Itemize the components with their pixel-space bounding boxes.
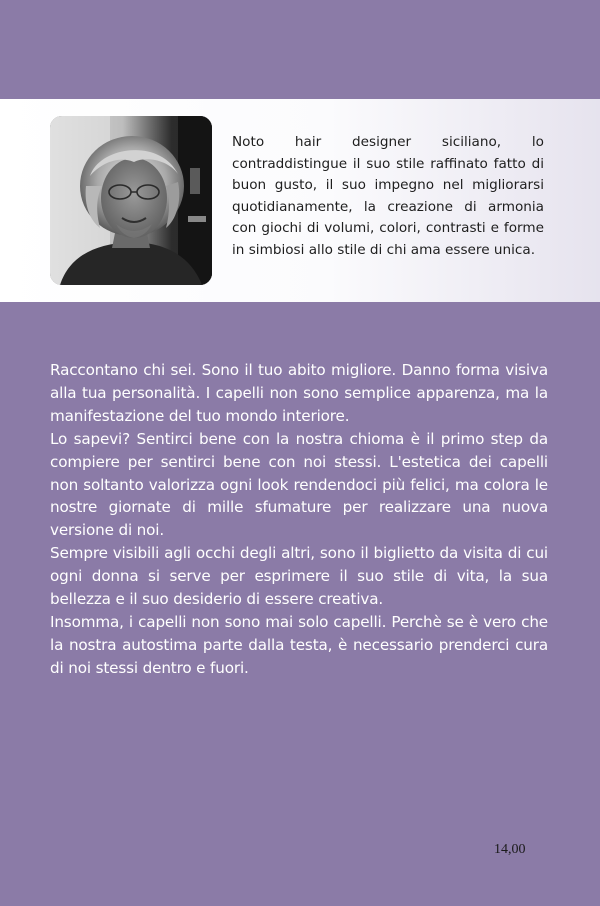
- author-photo: [50, 116, 212, 285]
- blurb-paragraph: Lo sapevi? Sentirci bene con la nostra chioma è il primo step da compiere per sentirci bene con noi stessi. L'estetica dei capelli non soltanto valorizza ogni look rendendoci più felici, ma colora le nostre giornate di mille sfumature per realizzare una nuova versione di noi.: [50, 429, 548, 540]
- back-cover-blurb: [50, 359, 548, 680]
- author-bio: Noto hair designer siciliano, lo contraddistingue il suo stile raffinato fatto di buon gusto, il suo impegno nel migliorarsi quotidianamente, la creazione di armonia con giochi di volumi, colori, contrasti e forme in simbiosi allo stile di chi ama essere unica.: [232, 134, 544, 258]
- price: 14,00: [494, 842, 526, 857]
- blurb-paragraph: Raccontano chi sei. Sono il tuo abito migliore. Danno forma visiva alla tua personalità. I capelli non sono semplice apparenza, ma la manifestazione del tuo mondo interiore.: [50, 361, 548, 425]
- blurb-paragraph: Sempre visibili agli occhi degli altri, sono il biglietto da visita di cui ogni donna si serve per esprimere il suo stile di vita, la sua bellezza e il suo desiderio di essere creativa.: [50, 544, 548, 609]
- blurb-paragraph: Insomma, i capelli non sono mai solo capelli. Perchè se è vero che la nostra autostima parte dalla testa, è necessario prenderci cura di noi stessi dentro e fuori.: [50, 612, 548, 677]
